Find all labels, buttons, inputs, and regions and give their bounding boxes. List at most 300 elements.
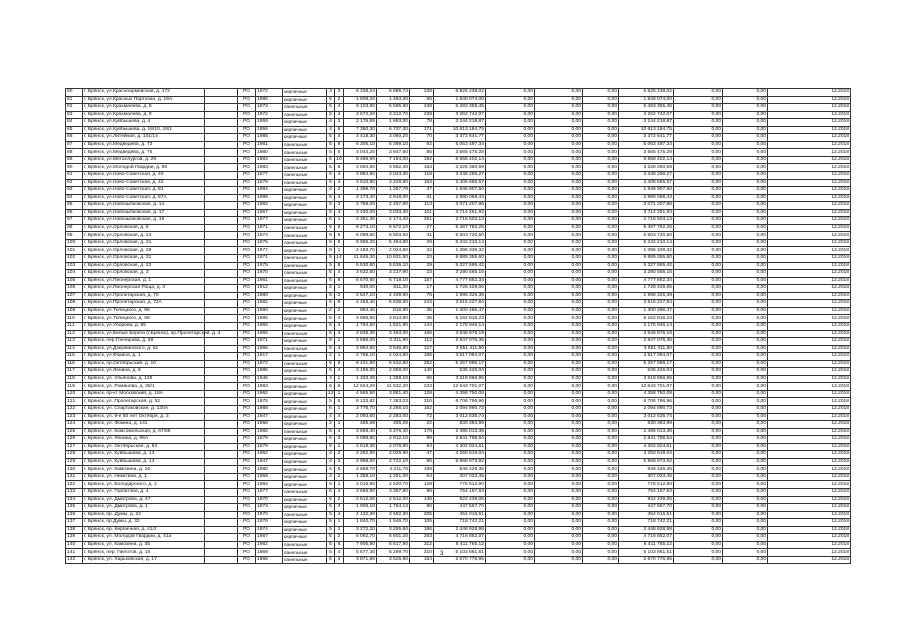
- address-cell: г. Брянск, ул. Ульянова, д. 126: [83, 375, 205, 383]
- entrances-cell: 4: [335, 345, 344, 353]
- table-row: [66, 390, 851, 398]
- deadline-cell: 12.2018: [768, 179, 851, 187]
- floors-cell: 5: [327, 315, 335, 323]
- program-cell: РО: [238, 149, 256, 157]
- wall-material-cell: панельные: [283, 172, 327, 180]
- mark-cell: [205, 104, 238, 112]
- local-funds-cell: 0,00: [583, 232, 619, 240]
- living-area-cell: 5 532,80: [377, 360, 410, 368]
- table-row: [66, 375, 851, 383]
- wall-material-cell: кирпичные: [283, 315, 327, 323]
- regional-funds-cell: 0,00: [535, 488, 583, 496]
- floors-cell: 5: [327, 481, 335, 489]
- table-row: [66, 368, 851, 376]
- living-area-cell: 3 255,60: [377, 526, 410, 534]
- limit-cost-cell: 0,00: [723, 262, 768, 270]
- floors-cell: 5: [327, 262, 335, 270]
- total-area-cell: 2 015,90: [344, 481, 377, 489]
- row-number-cell: 91: [66, 172, 83, 180]
- living-area-cell: 3 881,40: [377, 390, 410, 398]
- year-cell: 1982: [256, 541, 283, 549]
- program-cell: РО: [238, 488, 256, 496]
- year-cell: 1979: [256, 436, 283, 444]
- year-cell: 1966: [256, 322, 283, 330]
- wall-material-cell: панельные: [283, 232, 327, 240]
- floors-cell: 5: [327, 488, 335, 496]
- living-area-cell: 6 737,30: [377, 126, 410, 134]
- living-area-cell: 5 399,10: [377, 141, 410, 149]
- total-cost-cell: 2 847 076,35: [434, 338, 486, 346]
- floors-cell: 5: [327, 232, 335, 240]
- address-cell: г. Брянск, ул. Ленина, д. 96А: [83, 436, 205, 444]
- limit-cost-cell: 0,00: [723, 541, 768, 549]
- regional-funds-cell: 0,00: [535, 126, 583, 134]
- specific-cost-cell: 0,00: [674, 307, 723, 315]
- total-cost-cell: 5 603 720,50: [434, 232, 486, 240]
- address-cell: г. Брянск, ул.Орловская, д. 13: [83, 232, 205, 240]
- wall-material-cell: панельные: [283, 179, 327, 187]
- row-number-cell: 130: [66, 466, 83, 474]
- federal-funds-cell: 0,00: [486, 466, 535, 474]
- owner-funds-cell: 3 515 227,84: [619, 300, 674, 308]
- specific-cost-cell: 0,00: [674, 224, 723, 232]
- owner-funds-cell: 2 094 890,73: [619, 405, 674, 413]
- limit-cost-cell: 0,00: [723, 104, 768, 112]
- limit-cost-cell: 0,00: [723, 285, 768, 293]
- floors-cell: 4: [327, 458, 335, 466]
- specific-cost-cell: 0,00: [674, 164, 723, 172]
- address-cell: г. Брянск, ул.Орловская, д. 3: [83, 270, 205, 278]
- total-cost-cell: 3 348 256,27: [434, 172, 486, 180]
- floors-cell: 5: [327, 202, 335, 210]
- entrances-cell: 4: [335, 322, 344, 330]
- deadline-cell: 12.2018: [768, 292, 851, 300]
- federal-funds-cell: 0,00: [486, 134, 535, 142]
- deadline-cell: 12.2018: [768, 187, 851, 195]
- deadline-cell: 12.2018: [768, 322, 851, 330]
- limit-cost-cell: 0,00: [723, 436, 768, 444]
- limit-cost-cell: 0,00: [723, 556, 768, 564]
- address-cell: г. Брянск, пр.Октябрьский, д. 10: [83, 360, 205, 368]
- total-cost-cell: 3 226 360,69: [434, 164, 486, 172]
- mark-cell: [205, 277, 238, 285]
- total-cost-cell: 2 176 946,14: [434, 322, 486, 330]
- local-funds-cell: 0,00: [583, 360, 619, 368]
- living-area-cell: 1 621,90: [377, 322, 410, 330]
- living-area-cell: 2 439,90: [377, 292, 410, 300]
- entrances-cell: 3: [335, 119, 344, 127]
- entrances-cell: 6: [335, 224, 344, 232]
- table-row: [66, 239, 851, 247]
- total-area-cell: 3 864,80: [344, 345, 377, 353]
- program-cell: РО: [238, 383, 256, 391]
- owner-funds-cell: 776 512,90: [619, 481, 674, 489]
- program-cell: РО: [238, 179, 256, 187]
- federal-funds-cell: 0,00: [486, 292, 535, 300]
- specific-cost-cell: 0,00: [674, 458, 723, 466]
- residents-cell: 35: [410, 307, 434, 315]
- total-area-cell: 8 133,82: [344, 398, 377, 406]
- total-area-cell: 5 985,20: [344, 239, 377, 247]
- federal-funds-cell: 0,00: [486, 119, 535, 127]
- row-number-cell: 115: [66, 353, 83, 361]
- table-row: [66, 458, 851, 466]
- local-funds-cell: 0,00: [583, 338, 619, 346]
- specific-cost-cell: 0,00: [674, 111, 723, 119]
- deadline-cell: 12.2018: [768, 277, 851, 285]
- living-area-cell: 5 636,10: [377, 262, 410, 270]
- total-area-cell: 3 966,60: [344, 315, 377, 323]
- local-funds-cell: 0,00: [583, 111, 619, 119]
- total-cost-cell: 2 495 013,38: [434, 428, 486, 436]
- regional-funds-cell: 0,00: [535, 496, 583, 504]
- residents-cell: 66: [410, 375, 434, 383]
- address-cell: г. Брянск, ул.Пролетарская, д. 72А: [83, 300, 205, 308]
- deadline-cell: 12.2018: [768, 315, 851, 323]
- year-cell: 1947: [256, 458, 283, 466]
- total-area-cell: 7 905,90: [344, 541, 377, 549]
- total-cost-cell: 3 515 227,84: [434, 300, 486, 308]
- residents-cell: 93: [410, 443, 434, 451]
- federal-funds-cell: 0,00: [486, 262, 535, 270]
- limit-cost-cell: 0,00: [723, 413, 768, 421]
- entrances-cell: 4: [335, 428, 344, 436]
- mark-cell: [205, 451, 238, 459]
- local-funds-cell: 0,00: [583, 368, 619, 376]
- living-area-cell: 2 530,70: [377, 481, 410, 489]
- total-area-cell: 2 647,10: [344, 292, 377, 300]
- total-area-cell: 2 262,90: [344, 451, 377, 459]
- wall-material-cell: кирпичные: [283, 526, 327, 534]
- total-cost-cell: 3 651 411,80: [434, 345, 486, 353]
- total-area-cell: 2 361,30: [344, 217, 377, 225]
- regional-funds-cell: 0,00: [535, 398, 583, 406]
- owner-funds-cell: 946 426,35: [619, 466, 674, 474]
- address-cell: г. Брянск, ул. 9-е 50 лет Октября, д. 3: [83, 413, 205, 421]
- residents-cell: 101: [410, 209, 434, 217]
- year-cell: 1970: [256, 511, 283, 519]
- entrances-cell: 1: [335, 519, 344, 527]
- owner-funds-cell: 3 405 665,57: [619, 179, 674, 187]
- row-number-cell: 90: [66, 164, 83, 172]
- entrances-cell: 1: [335, 390, 344, 398]
- row-number-cell: 137: [66, 519, 83, 527]
- program-cell: РО: [238, 285, 256, 293]
- deadline-cell: 12.2018: [768, 466, 851, 474]
- table-row: [66, 315, 851, 323]
- wall-material-cell: кирпичные: [283, 368, 327, 376]
- residents-cell: 239: [410, 111, 434, 119]
- federal-funds-cell: 0,00: [486, 224, 535, 232]
- deadline-cell: 12.2018: [768, 270, 851, 278]
- total-cost-cell: 1 946 907,50: [434, 187, 486, 195]
- limit-cost-cell: 0,00: [723, 338, 768, 346]
- row-number-cell: 103: [66, 262, 83, 270]
- address-cell: г. Брянск, ул. Дмитрова, д. 47: [83, 496, 205, 504]
- mark-cell: [205, 428, 238, 436]
- owner-funds-cell: 12 643 701,07: [619, 383, 674, 391]
- federal-funds-cell: 0,00: [486, 428, 535, 436]
- limit-cost-cell: 0,00: [723, 549, 768, 557]
- total-cost-cell: 5 257 986,17: [434, 360, 486, 368]
- living-area-cell: 3 043,30: [377, 172, 410, 180]
- table-row: [66, 217, 851, 225]
- local-funds-cell: 0,00: [583, 496, 619, 504]
- wall-material-cell: панельные: [283, 164, 327, 172]
- owner-funds-cell: 2 716 503,13: [619, 217, 674, 225]
- row-number-cell: 95: [66, 202, 83, 210]
- wall-material-cell: кирпичные: [283, 496, 327, 504]
- owner-funds-cell: 2 841 798,64: [619, 436, 674, 444]
- address-cell: г. Брянск, ул.Телецкого, д. 88: [83, 315, 205, 323]
- specific-cost-cell: 0,00: [674, 330, 723, 338]
- federal-funds-cell: 0,00: [486, 194, 535, 202]
- owner-funds-cell: 3 348 256,27: [619, 172, 674, 180]
- program-cell: РО: [238, 194, 256, 202]
- federal-funds-cell: 0,00: [486, 458, 535, 466]
- living-area-cell: 5 672,10: [377, 224, 410, 232]
- owner-funds-cell: 1 728 429,06: [619, 285, 674, 293]
- living-area-cell: 2 859,00: [377, 368, 410, 376]
- floors-cell: 5: [327, 224, 335, 232]
- residents-cell: 127: [410, 345, 434, 353]
- residents-cell: 92: [410, 141, 434, 149]
- specific-cost-cell: 0,00: [674, 338, 723, 346]
- total-area-cell: 2 193,70: [344, 247, 377, 255]
- year-cell: 1972: [256, 89, 283, 97]
- specific-cost-cell: 0,00: [674, 481, 723, 489]
- mark-cell: [205, 398, 238, 406]
- entrances-cell: 4: [335, 172, 344, 180]
- federal-funds-cell: 0,00: [486, 556, 535, 564]
- row-number-cell: 85: [66, 126, 83, 134]
- year-cell: 1980: [256, 292, 283, 300]
- address-cell: г. Брянск, ул.Литейная, д. 101/14: [83, 134, 205, 142]
- mark-cell: [205, 292, 238, 300]
- living-area-cell: 3 562,40: [377, 164, 410, 172]
- total-cost-cell: 6 706 796,96: [434, 398, 486, 406]
- living-area-cell: 3 526,80: [377, 556, 410, 564]
- total-cost-cell: 3 290 565,16: [434, 270, 486, 278]
- regional-funds-cell: 0,00: [535, 285, 583, 293]
- specific-cost-cell: 0,00: [674, 421, 723, 429]
- year-cell: 1958: [256, 421, 283, 429]
- regional-funds-cell: 0,00: [535, 330, 583, 338]
- living-area-cell: 2 024,80: [377, 353, 410, 361]
- specific-cost-cell: 0,00: [674, 360, 723, 368]
- wall-material-cell: кирпичные: [283, 390, 327, 398]
- entrances-cell: 4: [335, 315, 344, 323]
- total-cost-cell: 946 426,35: [434, 466, 486, 474]
- table-row: [66, 473, 851, 481]
- address-cell: г. Брянск, ул.Орловская, д. 21: [83, 239, 205, 247]
- floors-cell: 5: [327, 141, 335, 149]
- deadline-cell: 12.2018: [768, 149, 851, 157]
- floors-cell: 5: [327, 398, 335, 406]
- limit-cost-cell: 0,00: [723, 149, 768, 157]
- living-area-cell: 816,90: [377, 307, 410, 315]
- total-area-cell: 1 794,50: [344, 322, 377, 330]
- mark-cell: [205, 96, 238, 104]
- local-funds-cell: 0,00: [583, 149, 619, 157]
- specific-cost-cell: 0,00: [674, 232, 723, 240]
- table-row: [66, 466, 851, 474]
- address-cell: г. Брянск, ул. Горбатова, д. 4: [83, 488, 205, 496]
- regional-funds-cell: 0,00: [535, 247, 583, 255]
- living-area-cell: 3 357,90: [377, 488, 410, 496]
- regional-funds-cell: 0,00: [535, 458, 583, 466]
- mark-cell: [205, 466, 238, 474]
- program-cell: РО: [238, 421, 256, 429]
- residents-cell: 22: [410, 421, 434, 429]
- year-cell: 1989: [256, 194, 283, 202]
- wall-material-cell: кирпичные: [283, 338, 327, 346]
- floors-cell: 5: [327, 541, 335, 549]
- program-cell: РО: [238, 345, 256, 353]
- living-area-cell: 5 603,50: [377, 232, 410, 240]
- row-number-cell: 135: [66, 504, 83, 512]
- specific-cost-cell: 0,00: [674, 179, 723, 187]
- row-number-cell: 128: [66, 451, 83, 459]
- regional-funds-cell: 0,00: [535, 541, 583, 549]
- wall-material-cell: панельные: [283, 111, 327, 119]
- local-funds-cell: 0,00: [583, 315, 619, 323]
- federal-funds-cell: 0,00: [486, 511, 535, 519]
- local-funds-cell: 0,00: [583, 277, 619, 285]
- regional-funds-cell: 0,00: [535, 96, 583, 104]
- total-area-cell: 3 694,80: [344, 164, 377, 172]
- residents-cell: 136: [410, 496, 434, 504]
- deadline-cell: 12.2018: [768, 496, 851, 504]
- residents-cell: 178: [410, 428, 434, 436]
- owner-funds-cell: 830 383,99: [619, 421, 674, 429]
- limit-cost-cell: 0,00: [723, 134, 768, 142]
- entrances-cell: 1: [335, 353, 344, 361]
- table-row: [66, 345, 851, 353]
- entrances-cell: 8: [335, 300, 344, 308]
- total-area-cell: 6 273,10: [344, 224, 377, 232]
- entrances-cell: 2: [335, 307, 344, 315]
- living-area-cell: 3 546,80: [377, 345, 410, 353]
- wall-material-cell: панельные: [283, 262, 327, 270]
- table-row: [66, 421, 851, 429]
- entrances-cell: 4: [335, 413, 344, 421]
- wall-material-cell: кирпичные: [283, 209, 327, 217]
- total-area-cell: 6 431,80: [344, 360, 377, 368]
- living-area-cell: 455,29: [377, 421, 410, 429]
- total-area-cell: 3 871,80: [344, 556, 377, 564]
- total-area-cell: 2 758,00: [344, 202, 377, 210]
- entrances-cell: 4: [335, 104, 344, 112]
- table-row: [66, 172, 851, 180]
- mark-cell: [205, 285, 238, 293]
- owner-funds-cell: 4 250 619,04: [619, 451, 674, 459]
- mark-cell: [205, 141, 238, 149]
- regional-funds-cell: 0,00: [535, 436, 583, 444]
- owner-funds-cell: 1 396 339,32: [619, 247, 674, 255]
- total-area-cell: 6 338,24: [344, 89, 377, 97]
- program-cell: РО: [238, 338, 256, 346]
- table-row: [66, 504, 851, 512]
- row-number-cell: 94: [66, 194, 83, 202]
- entrances-cell: 3: [335, 436, 344, 444]
- deadline-cell: 12.2018: [768, 104, 851, 112]
- federal-funds-cell: 0,00: [486, 368, 535, 376]
- federal-funds-cell: 0,00: [486, 353, 535, 361]
- table-row: [66, 224, 851, 232]
- local-funds-cell: 0,00: [583, 202, 619, 210]
- total-area-cell: 7 360,30: [344, 126, 377, 134]
- total-cost-cell: 718 742,21: [434, 519, 486, 527]
- floors-cell: 5: [327, 511, 335, 519]
- local-funds-cell: 0,00: [583, 398, 619, 406]
- deadline-cell: 12.2018: [768, 473, 851, 481]
- row-number-cell: 81: [66, 96, 83, 104]
- deadline-cell: 12.2018: [768, 96, 851, 104]
- total-cost-cell: 3 372 641,77: [434, 134, 486, 142]
- floors-cell: 6: [327, 466, 335, 474]
- address-cell: г. Брянск, ул.Медведева, д. 73: [83, 141, 205, 149]
- regional-funds-cell: 0,00: [535, 300, 583, 308]
- total-area-cell: 485,69: [344, 421, 377, 429]
- specific-cost-cell: 0,00: [674, 315, 723, 323]
- floors-cell: 4: [327, 451, 335, 459]
- total-cost-cell: 1 728 429,06: [434, 285, 486, 293]
- year-cell: 1982: [256, 300, 283, 308]
- entrances-cell: 1: [335, 421, 344, 429]
- table-row: [66, 194, 851, 202]
- deadline-cell: 12.2018: [768, 443, 851, 451]
- year-cell: 1977: [256, 247, 283, 255]
- owner-funds-cell: 3 651 411,80: [619, 345, 674, 353]
- program-cell: РО: [238, 511, 256, 519]
- wall-material-cell: панельные: [283, 141, 327, 149]
- regional-funds-cell: 0,00: [535, 511, 583, 519]
- residents-cell: 238: [410, 89, 434, 97]
- owner-funds-cell: 4 302 924,61: [619, 443, 674, 451]
- wall-material-cell: кирпичные: [283, 322, 327, 330]
- total-cost-cell: 922 239,05: [434, 496, 486, 504]
- federal-funds-cell: 0,00: [486, 307, 535, 315]
- wall-material-cell: кирпичные: [283, 451, 327, 459]
- federal-funds-cell: 0,00: [486, 247, 535, 255]
- limit-cost-cell: 0,00: [723, 255, 768, 263]
- local-funds-cell: 0,00: [583, 126, 619, 134]
- limit-cost-cell: 0,00: [723, 458, 768, 466]
- address-cell: г. Брянск, ул.Куйбышева, д. 16/10, 18/1: [83, 126, 205, 134]
- year-cell: 1962: [256, 451, 283, 459]
- mark-cell: [205, 247, 238, 255]
- row-number-cell: 131: [66, 473, 83, 481]
- wall-material-cell: кирпичные: [283, 126, 327, 134]
- floors-cell: 5: [327, 111, 335, 119]
- address-cell: г. Брянск, ул.Крахмалева, д. 9: [83, 111, 205, 119]
- total-cost-cell: 754 157,53: [434, 488, 486, 496]
- table-row: [66, 89, 851, 97]
- wall-material-cell: кирпичные: [283, 194, 327, 202]
- federal-funds-cell: 0,00: [486, 534, 535, 542]
- federal-funds-cell: 0,00: [486, 488, 535, 496]
- floors-cell: 5: [327, 330, 335, 338]
- address-cell: г. Брянск, ул.Медведева, д. 75: [83, 149, 205, 157]
- address-cell: г. Брянск, ул.Ново-Советская, д. 42: [83, 179, 205, 187]
- row-number-cell: 108: [66, 300, 83, 308]
- wall-material-cell: панельные: [283, 239, 327, 247]
- total-cost-cell: 4 358 750,08: [434, 390, 486, 398]
- local-funds-cell: 0,00: [583, 217, 619, 225]
- total-area-cell: 2 519,30: [344, 443, 377, 451]
- floors-cell: 5: [327, 534, 335, 542]
